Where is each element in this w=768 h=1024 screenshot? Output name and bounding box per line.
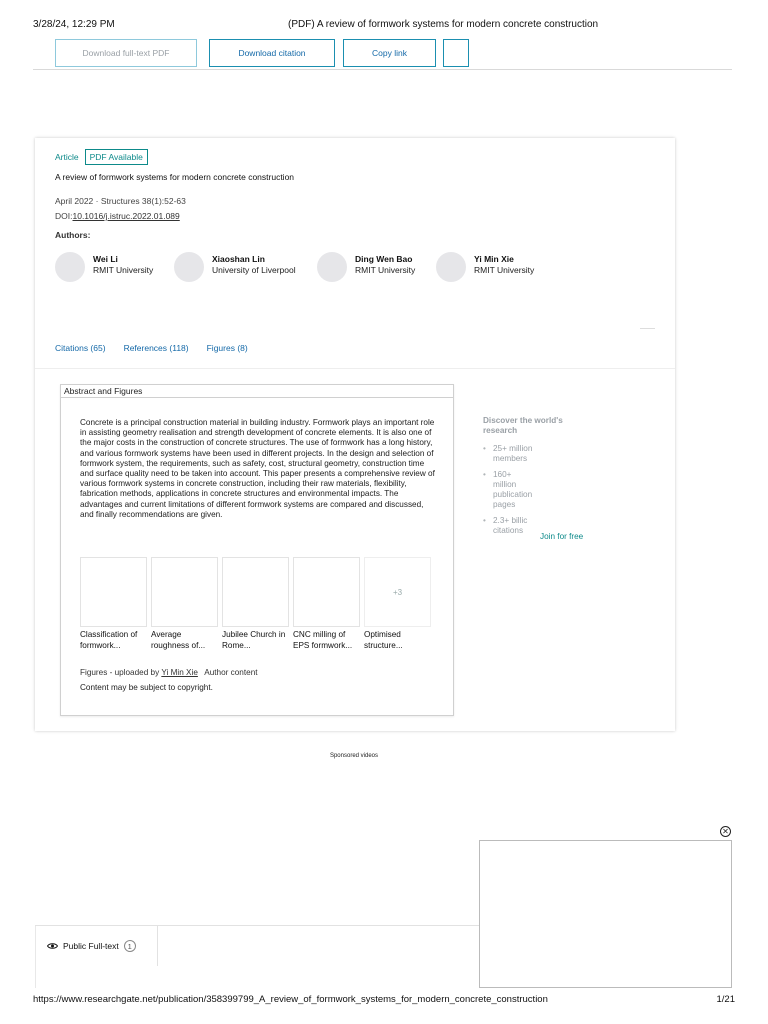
avatar — [436, 252, 466, 282]
author-card[interactable] — [55, 252, 153, 284]
figures-uploaded-by: Figures - uploaded by Yi Min Xie Author content — [80, 668, 258, 677]
video-ad-panel[interactable] — [479, 840, 732, 988]
author-content-label: Author content — [204, 668, 258, 677]
stat-members: • 25+ million members — [483, 444, 553, 464]
authors-label: Authors: — [55, 230, 91, 240]
print-header — [33, 19, 735, 31]
avatar — [317, 252, 347, 282]
more-options-button[interactable] — [443, 39, 469, 67]
author-institution: RMIT University — [93, 265, 154, 275]
uploader-link[interactable]: Yi Min Xie — [161, 668, 198, 677]
figure-caption[interactable]: CNC milling of EPS formwork... — [293, 630, 353, 650]
sponsored-videos-label: Sponsored videos — [329, 753, 379, 759]
publication-title: A review of formwork systems for modern concrete construction — [55, 172, 295, 182]
close-icon[interactable]: ✕ — [720, 826, 731, 837]
discover-stats — [483, 444, 633, 536]
figure-caption[interactable]: Jubilee Church in Rome... — [222, 630, 286, 650]
publication-tabs — [55, 343, 266, 353]
article-type-badge: Article — [55, 152, 79, 162]
eye-icon — [47, 942, 58, 950]
author-card[interactable] — [174, 252, 296, 284]
divider — [640, 328, 655, 329]
figure-caption[interactable]: Average roughness of... — [151, 630, 206, 650]
tab-references[interactable]: References (118) — [123, 343, 189, 353]
author-name: Yi Min Xie — [474, 254, 514, 264]
copy-link-button[interactable]: Copy link — [343, 39, 436, 67]
pdf-available-badge[interactable]: PDF Available — [85, 149, 148, 165]
avatar — [55, 252, 85, 282]
avatar — [174, 252, 204, 282]
abstract-text: Concrete is a principal construction material in building industry. Formwork plays an important role in assisting geometry realisation and strength development of concrete elements. It is also one of the major costs in the construction of concrete structures. The use of formwork has a long history, and various formwork systems have been used in different projects. In the design and selection of formwork system, the requirements, such as safety, cost, structural geometry, construction time and surface quality need to be taken into account. This paper presents a comprehensive review of various formwork systems in concrete construction, including their raw materials, flexibility, fabrication methods, applications in concrete structures and environmental impacts. The advantages and current limitations of different formwork systems are compared and discussed, and finally recommendations are given. — [80, 418, 435, 519]
fulltext-count-badge: 1 — [124, 940, 136, 952]
abstract-header: Abstract and Figures — [61, 385, 453, 398]
download-citation-button[interactable]: Download citation — [209, 39, 335, 67]
author-institution: RMIT University — [474, 265, 535, 275]
print-url: https://www.researchgate.net/publication/358399799_A_review_of_formwork_systems_for_modern_concrete_construction — [33, 994, 548, 1005]
figure-thumbnail[interactable] — [222, 557, 289, 627]
copyright-note: Content may be subject to copyright. — [80, 683, 213, 692]
doi-label: DOI: — [55, 211, 73, 221]
publication-date-journal: April 2022 · Structures 38(1):52-63 — [55, 196, 186, 206]
stat-citations: • 2.3+ billic citations — [483, 516, 553, 536]
tabs-divider — [35, 368, 675, 369]
tab-figures[interactable]: Figures (8) — [206, 343, 248, 353]
more-figures-button[interactable]: +3 — [364, 557, 431, 627]
publication-doi — [55, 211, 180, 221]
author-name: Ding Wen Bao — [355, 254, 413, 264]
author-name: Wei Li — [93, 254, 118, 264]
tab-citations[interactable]: Citations (65) — [55, 343, 106, 353]
print-footer — [33, 994, 735, 1006]
publication-badges — [55, 149, 148, 165]
download-pdf-button[interactable]: Download full-text PDF — [55, 39, 197, 67]
public-fulltext-label: Public Full-text — [63, 941, 119, 951]
join-for-free-link[interactable]: Join for free — [540, 532, 584, 541]
print-doc-title: (PDF) A review of formwork systems for modern concrete construction — [288, 19, 599, 30]
stat-publications: • 160+ million publication pages — [483, 470, 553, 510]
toolbar-divider — [33, 69, 732, 70]
author-card[interactable] — [317, 252, 415, 284]
discover-heading: Discover the world's research — [483, 416, 563, 435]
discover-promo — [483, 416, 633, 542]
abstract-panel — [60, 384, 454, 716]
public-fulltext-tab[interactable] — [35, 926, 158, 966]
author-institution: RMIT University — [355, 265, 416, 275]
publication-card — [35, 138, 675, 731]
print-datetime: 3/28/24, 12:29 PM — [33, 19, 115, 30]
figure-thumbnail[interactable] — [151, 557, 218, 627]
author-name: Xiaoshan Lin — [212, 254, 265, 264]
print-page-number: 1/21 — [716, 994, 735, 1005]
figure-caption[interactable]: Classification of formwork... — [80, 630, 138, 650]
figure-thumbnail[interactable] — [80, 557, 147, 627]
figure-thumbnail[interactable] — [293, 557, 360, 627]
figure-caption[interactable]: Optimised structure... — [364, 630, 403, 650]
doi-link[interactable]: 10.1016/j.istruc.2022.01.089 — [72, 211, 180, 221]
author-card[interactable] — [436, 252, 534, 284]
author-institution: University of Liverpool — [212, 265, 296, 275]
